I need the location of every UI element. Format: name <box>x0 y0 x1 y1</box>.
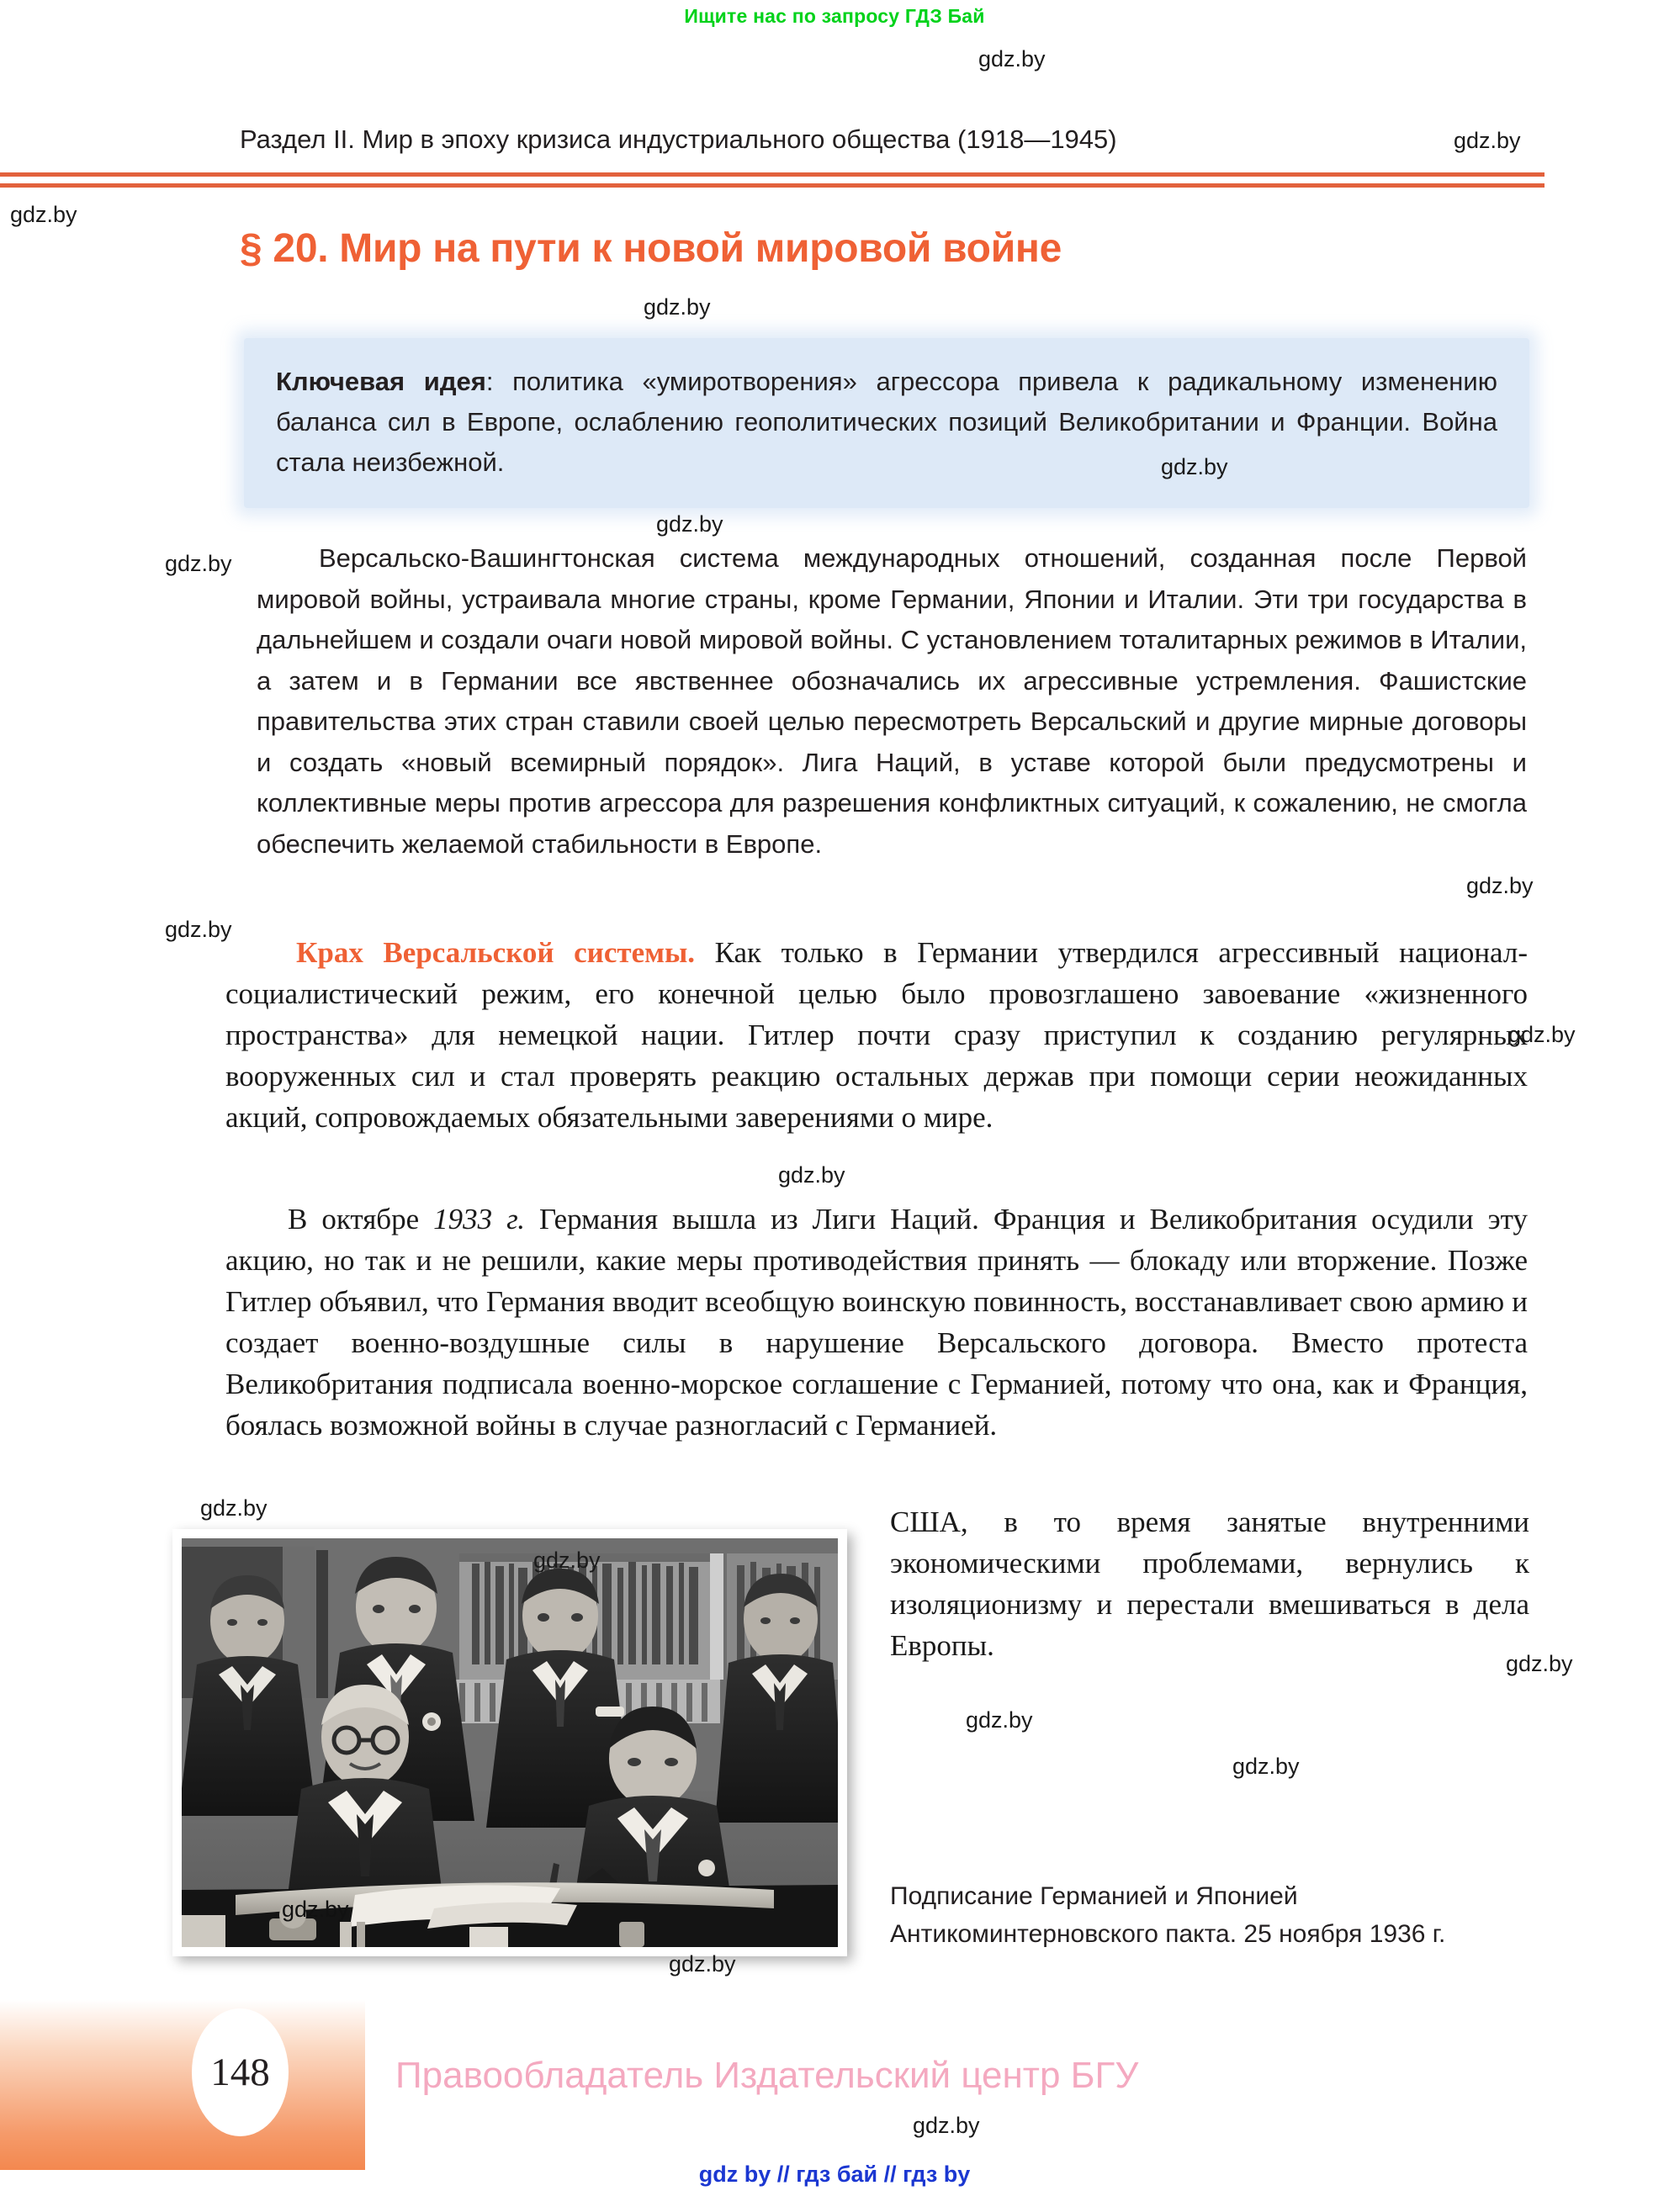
watermark-gdz: gdz.by <box>533 1548 601 1573</box>
promo-banner-top: Ищите нас по запросу ГДЗ Бай <box>684 5 985 27</box>
figure-anti-comintern-signing <box>172 1529 847 1956</box>
key-idea-body: : политика «умиротворения» агрессора привела к радикальному изменению баланса сил в Европе, ослаблению геополитических позиций Великобритании и Франции. Война стала неизбежной. <box>276 367 1497 477</box>
figure-image <box>182 1538 838 1947</box>
key-idea-text <box>276 362 1497 483</box>
watermark-gdz: gdz.by <box>165 551 232 576</box>
key-idea-label: Ключевая идея <box>276 367 486 396</box>
watermark-gdz: gdz.by <box>778 1162 845 1188</box>
watermark-gdz: gdz.by <box>282 1897 349 1922</box>
watermark-gdz: gdz.by <box>200 1495 268 1521</box>
header-rule-bottom <box>0 183 1544 188</box>
section-paragraph-2 <box>225 1199 1528 1446</box>
paragraph-2-rest: Германия вышла из Лиги Наций. Франция и Великобритания осудили эту акцию, но так и не решили, какие меры противодействия принять — блокаду или вторжение. Позже Гитлер объявил, что Германия вводит всеобщую воинскую повинность, восстанавливает свою армию и создает военно-воздушные силы в нарушение Версальского договора. Вместо протеста Великобритания подписала военно-морское соглашение с Германией, потому что она, как и Франция, боялась возможной войны в случае разногласий с Германией. <box>225 1203 1528 1442</box>
intro-paragraph: Версальско-Вашингтонская система международных отношений, созданная после Первой мировой войны, устраивала многие страны, кроме Германии, Японии и Италии. Эти три государства в дальнейшем и создали очаги новой мировой войны. С установлением тоталитарных режимов в Италии, а затем и в Германии все явственнее обозначались их агрессивные устремления. Фашистские правительства этих стран ставили своей целью пересмотреть Версальский и другие мирные договоры и создать «новый всемирный порядок». Лига Наций, в уставе которой были предусмотрены и коллективные меры против агрессора для разрешения конфликтных ситуаций, к сожалению, не смогла обеспечить желаемой стабильности в Европе. <box>257 543 1527 859</box>
watermark-gdz: gdz.by <box>966 1707 1033 1733</box>
watermark-gdz: gdz.by <box>913 2113 980 2138</box>
page-number-background <box>0 2000 365 2170</box>
paragraph-2-year: 1933 г. <box>433 1203 526 1236</box>
section-subheading: Крах Версальской системы. <box>296 936 696 969</box>
watermark-gdz: gdz.by <box>656 511 723 537</box>
watermark-gdz: gdz.by <box>644 294 711 320</box>
watermark-gdz: gdz.by <box>1508 1022 1576 1047</box>
watermark-gdz: gdz.by <box>669 1951 736 1977</box>
promo-banner-bottom: gdz by // гдз бай // гдз by <box>698 2162 971 2187</box>
section-paragraph-1-text: Как только в Германии утвердился агрессивный национал-социалистический режим, его конечной целью было провозглашено завоевание «жизненного пространства» для немецкой нации. Гитлер почти сразу приступил к созданию регулярных вооруженных сил и стал проверять реакцию остальных держав при помощи серии неожиданных акций, сопровождаемых обязательными заверениями о мире. <box>225 936 1529 1134</box>
paragraph-2-lead: В октябре <box>288 1203 434 1236</box>
watermark-gdz: gdz.by <box>978 46 1046 71</box>
watermark-gdz: gdz.by <box>1161 454 1228 479</box>
section-paragraph-1 <box>225 932 1528 1138</box>
header-rule-top <box>0 172 1544 177</box>
watermark-gdz: gdz.by <box>1466 873 1534 898</box>
watermark-gdz: gdz.by <box>1454 128 1521 153</box>
copyright-notice: Правообладатель Издательский центр БГУ <box>395 2055 1139 2096</box>
running-head: Раздел II. Мир в эпоху кризиса индустриального общества (1918—1945) <box>240 124 1117 154</box>
section-paragraph-3: США, в то время занятые внутренними экономическими проблемами, вернулись к изоляционизму и перестали вмешиваться в дела Европы. <box>890 1506 1529 1662</box>
page-number: 148 <box>210 2051 270 2094</box>
watermark-gdz: gdz.by <box>10 202 77 227</box>
key-idea-box <box>244 338 1529 508</box>
page-number-badge <box>192 2008 289 2136</box>
page-title: § 20. Мир на пути к новой мировой войне <box>240 226 1062 271</box>
watermark-gdz: gdz.by <box>165 917 232 942</box>
watermark-gdz: gdz.by <box>1232 1754 1300 1779</box>
watermark-gdz: gdz.by <box>1506 1651 1573 1676</box>
figure-caption: Подписание Германией и Японией Антикоминтерновского пакта. 25 ноября 1936 г. <box>890 1882 1446 1948</box>
